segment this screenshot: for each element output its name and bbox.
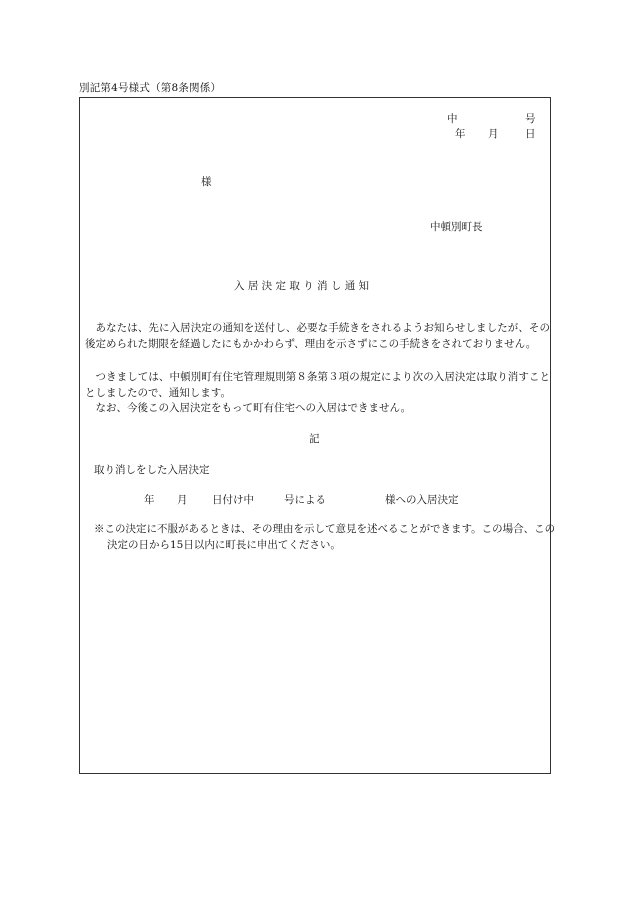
recipient-honorific: 様: [201, 176, 212, 188]
body-paragraph-1: あなたは、先に入居決定の通知を送付し、必要な手続きをされるようお知らせしましたが、その後定められた期限を経過したにもかかわらず、理由を示さずにこの手続きをされておりません。: [85, 322, 550, 350]
decision-recipient-ref: 様への入居決定: [385, 494, 459, 506]
cancelled-heading: 取り消しをした入居決定: [94, 464, 210, 476]
body-paragraph-3: なお、今後この入居決定をもって町有住宅への入居はできません。: [95, 402, 412, 414]
doc-number-suffix: 号: [525, 113, 536, 125]
ki-heading: 記: [309, 433, 320, 445]
date-year: 年: [455, 128, 466, 140]
decision-number-ref: 号による: [284, 494, 326, 506]
decision-year: 年: [144, 494, 155, 506]
sender-name: 中頓別町長: [430, 221, 483, 233]
doc-number-prefix: 中: [447, 113, 458, 125]
date-day: 日: [525, 128, 536, 140]
appeal-notice: ※この決定に不服があるときは、その理由を示して意見を述べることができます。この場合、この決定の日から15日以内に町長に申出てください。: [94, 523, 556, 551]
page-title: 入 居 決 定 取 り 消 し 通 知: [234, 280, 370, 292]
form-label: 別記第4号様式（第8条関係）: [79, 82, 222, 94]
date-month: 月: [488, 128, 499, 140]
body-paragraph-2: つきましては、中頓別町有住宅管理規則第８条第３項の規定により次の入居決定は取り消すこととしましたので、通知します。: [85, 371, 550, 399]
decision-date-ref: 日付け中: [212, 494, 254, 506]
decision-month: 月: [177, 494, 188, 506]
